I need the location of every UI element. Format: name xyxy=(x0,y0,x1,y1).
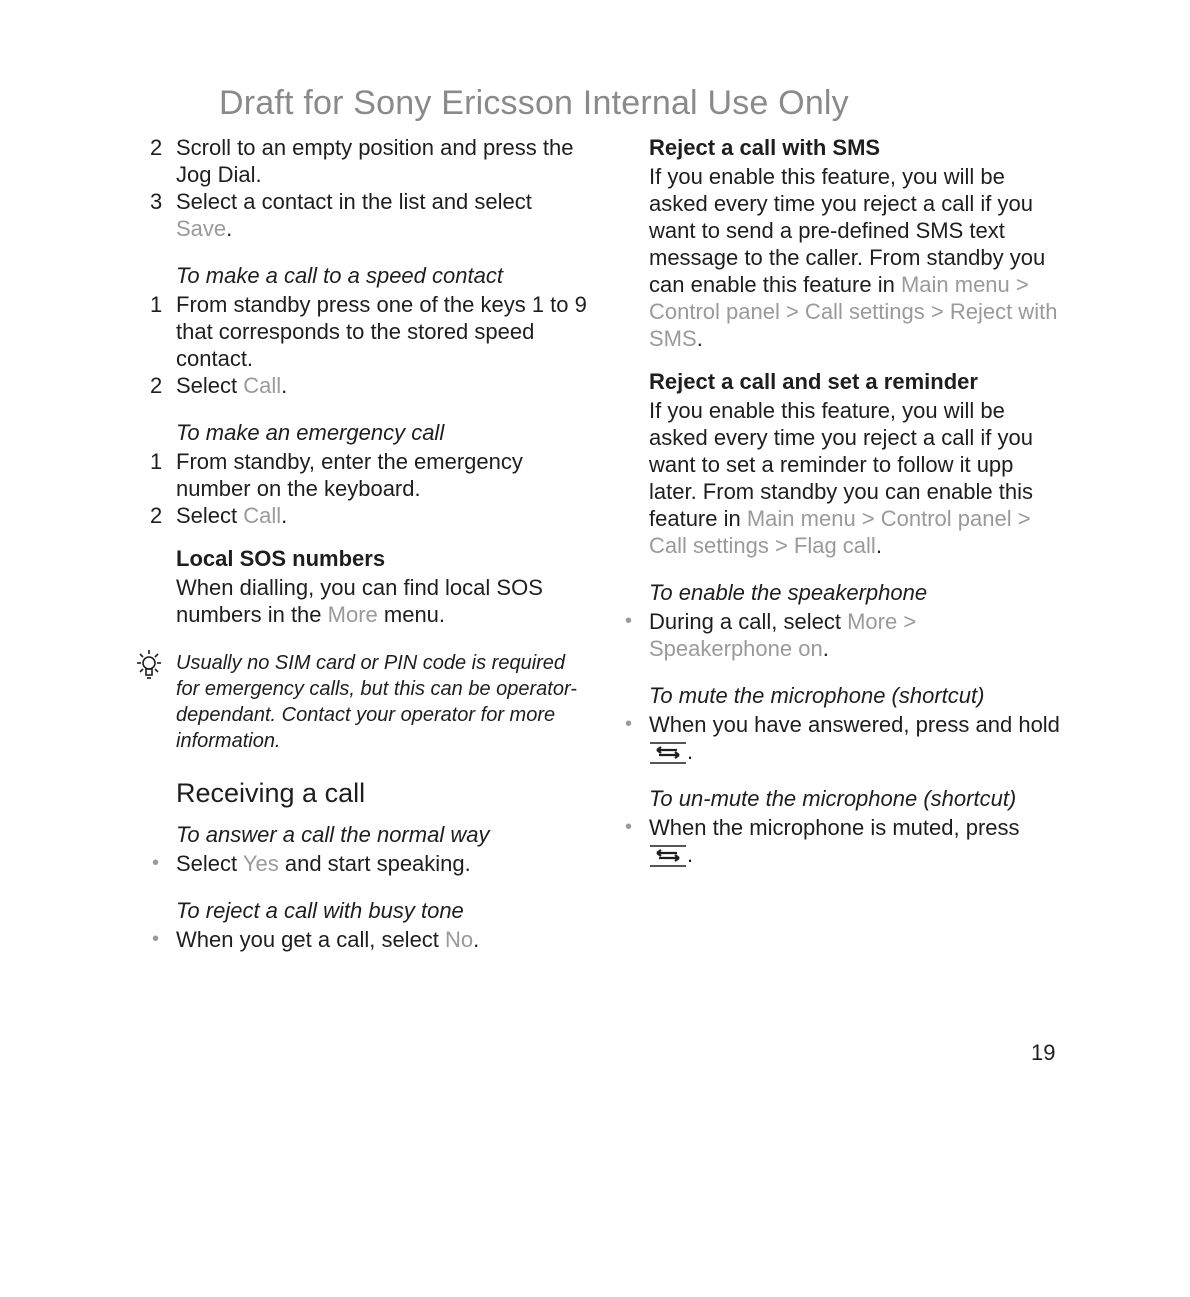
procedure-title: To answer a call the normal way xyxy=(176,822,490,847)
step-number: 2 xyxy=(150,503,163,528)
menu-reference: Main menu > Control panel > Call settings > Flag call xyxy=(649,506,1031,558)
menu-reference: Yes xyxy=(242,851,279,876)
step-text: Select a contact in the list and select xyxy=(176,189,532,214)
menu-reference: No xyxy=(445,927,474,952)
menu-reference: Save xyxy=(176,216,227,241)
step-number: 2 xyxy=(150,373,163,398)
step-number: 1 xyxy=(150,292,163,317)
procedure-title: To make a call to a speed contact xyxy=(176,263,503,288)
step-text: From standby, enter the emergency number on the keyboard. xyxy=(176,449,523,501)
bullet-dot: • xyxy=(625,713,633,735)
bullet-item: • When the microphone is muted, press . xyxy=(625,815,1020,868)
procedure-title: To make an emergency call xyxy=(176,420,445,445)
step-text: Select xyxy=(176,373,244,398)
bullet-dot: • xyxy=(152,852,160,874)
tip-note xyxy=(150,650,590,754)
tip-text: Usually no SIM card or PIN code is required for emergency calls, but this can be operator-dependant. Contact your operator for more information. xyxy=(176,652,577,752)
right-column xyxy=(623,134,1063,868)
bullet-item: • When you have answered, press and hold . xyxy=(625,712,1060,764)
step-text: Scroll to an empty position and press the Jog Dial. xyxy=(176,135,574,187)
step-number: 1 xyxy=(150,449,163,474)
paragraph: If you enable this feature, you will be asked every time you reject a call if you want to send a pre-defined SMS text message to the caller. From standby you can enable this feature in Main menu > Control panel > Call settings > Reject with SMS. xyxy=(649,164,1058,351)
paragraph: When dialling, you can find local SOS numbers in the More menu. xyxy=(176,575,543,627)
bullet-item: • Select Yes and start speaking. xyxy=(152,851,471,876)
subheading: Local SOS numbers xyxy=(176,546,386,571)
step-item xyxy=(150,291,590,372)
bullet-dot: • xyxy=(625,816,633,839)
bullet-item: • When you get a call, select No. xyxy=(152,927,480,952)
step-number: 3 xyxy=(150,189,163,214)
procedure-title: To mute the microphone (shortcut) xyxy=(649,683,985,708)
step-text: Select xyxy=(176,503,244,528)
bullet-dot: • xyxy=(152,928,160,950)
draft-watermark: Draft for Sony Ericsson Internal Use Only xyxy=(219,84,849,122)
step-item: 2 Select Call. xyxy=(150,373,288,398)
menu-reference: More xyxy=(327,602,378,627)
procedure-title: To enable the speakerphone xyxy=(649,580,928,605)
subheading: Reject a call with SMS xyxy=(649,135,881,160)
lightbulb-icon xyxy=(134,648,164,682)
menu-reference: More > Speakerphone on xyxy=(649,609,917,661)
bullet-dot: • xyxy=(625,610,633,632)
back-key-icon xyxy=(649,741,687,765)
procedure-title: To reject a call with busy tone xyxy=(176,898,464,923)
step-number: 2 xyxy=(150,135,163,160)
left-column xyxy=(150,134,590,953)
procedure-title: To un-mute the microphone (shortcut) xyxy=(649,786,1017,812)
step-text: From standby press one of the keys 1 to 9 that corresponds to the stored speed contact. xyxy=(176,292,587,371)
step-item: 3 Select a contact in the list and select Save. xyxy=(150,189,532,241)
subheading: Reject a call and set a reminder xyxy=(649,369,978,394)
paragraph: If you enable this feature, you will be asked every time you reject a call if you want to set a reminder to follow it upp later. From standby you can enable this feature in Main menu > Control panel > Call settings > Flag call. xyxy=(649,398,1033,558)
page-number: 19 xyxy=(1031,1040,1056,1065)
menu-reference: Main menu > Control panel > Call settings > Reject with SMS xyxy=(649,272,1058,351)
step-item xyxy=(150,448,590,502)
bullet-item: • During a call, select More > Speakerphone on. xyxy=(625,609,917,661)
back-key-icon xyxy=(649,844,687,868)
menu-reference: Call xyxy=(243,373,282,398)
section-title: Receiving a call xyxy=(176,778,366,808)
step-item: 2 Select Call. xyxy=(150,503,288,528)
menu-reference: Call xyxy=(243,503,282,528)
step-item xyxy=(150,134,590,188)
